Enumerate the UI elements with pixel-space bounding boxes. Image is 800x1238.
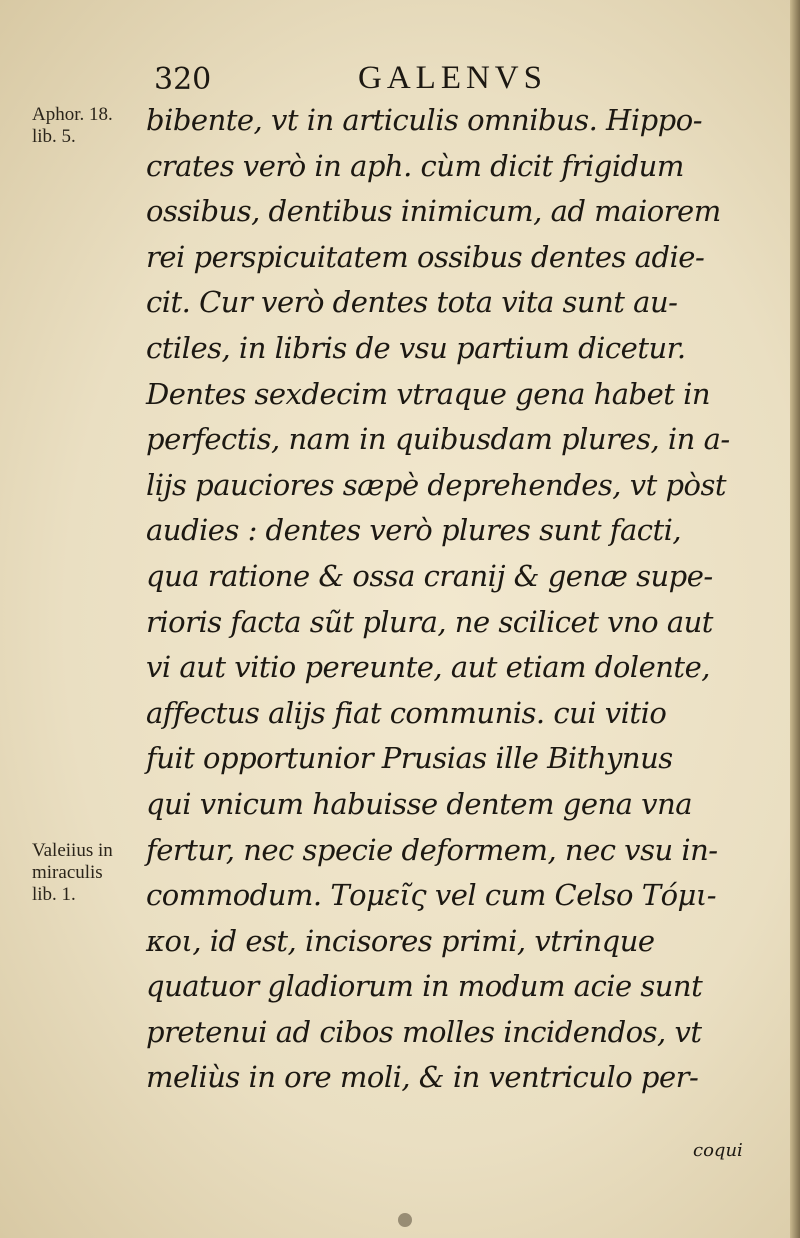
margin-note-line: miraculis <box>32 862 103 883</box>
catchword: coqui <box>693 1140 743 1161</box>
margin-note-line: lib. 5. <box>32 126 76 147</box>
margin-note-line: Aphor. 18. <box>32 104 113 125</box>
text-line: affectus alijs fiat communis. cui vitio <box>146 695 667 730</box>
page-edge <box>790 0 800 1238</box>
text-line: audies : dentes verò plures sunt facti, <box>146 513 682 548</box>
margin-note <box>32 104 113 148</box>
page-header <box>150 62 630 102</box>
text-line: ossibus, dentibus inimicum, ad maiorem <box>146 194 721 229</box>
text-line: rei perspicuitatem ossibus dentes adie- <box>146 239 705 274</box>
text-line: crates verò in aph. cùm dicit frigidum <box>146 148 684 183</box>
running-title: GALENVS <box>358 60 547 96</box>
text-line: rioris facta sũt plura, ne scilicet vno aut <box>146 604 713 639</box>
text-line: pretenui ad cibos molles incidendos, vt <box>146 1014 702 1049</box>
text-line: meliùs in ore moli, & in ventriculo per- <box>146 1060 699 1095</box>
text-line: qui vnicum habuisse dentem gena vna <box>146 786 693 821</box>
text-line: perfectis, nam in quibusdam plures, in a- <box>146 422 730 457</box>
text-line: ctiles, in libris de vsu partium dicetur. <box>146 330 686 365</box>
margin-note <box>32 840 113 906</box>
text-line: Dentes sexdecim vtraque gena habet in <box>146 376 711 411</box>
text-line: commodum. Τομεῖς vel cum Celso Τόμι- <box>146 878 717 913</box>
text-line: vi aut vitio pereunte, aut etiam dolente, <box>146 650 710 685</box>
text-line: fertur, nec specie deformem, nec vsu in- <box>146 832 718 867</box>
ink-blot <box>398 1213 412 1227</box>
text-line: κοι, id est, incisores primi, vtrinque <box>146 923 655 958</box>
page-number: 320 <box>154 62 212 97</box>
body-text <box>146 98 786 1101</box>
text-line: fuit opportunior Prusias ille Bithynus <box>146 741 673 776</box>
margin-note-line: lib. 1. <box>32 884 76 905</box>
margin-note-line: Valeiius in <box>32 840 113 861</box>
text-line: quatuor gladiorum in modum acie sunt <box>146 969 703 1004</box>
text-line: qua ratione & ossa cranij & genæ supe- <box>146 558 713 593</box>
text-line: cit. Cur verò dentes tota vita sunt au- <box>146 285 678 320</box>
text-line: bibente, vt in articulis omnibus. Hippo- <box>146 103 702 137</box>
text-line: lijs pauciores sæpè deprehendes, vt pòst <box>146 467 727 502</box>
